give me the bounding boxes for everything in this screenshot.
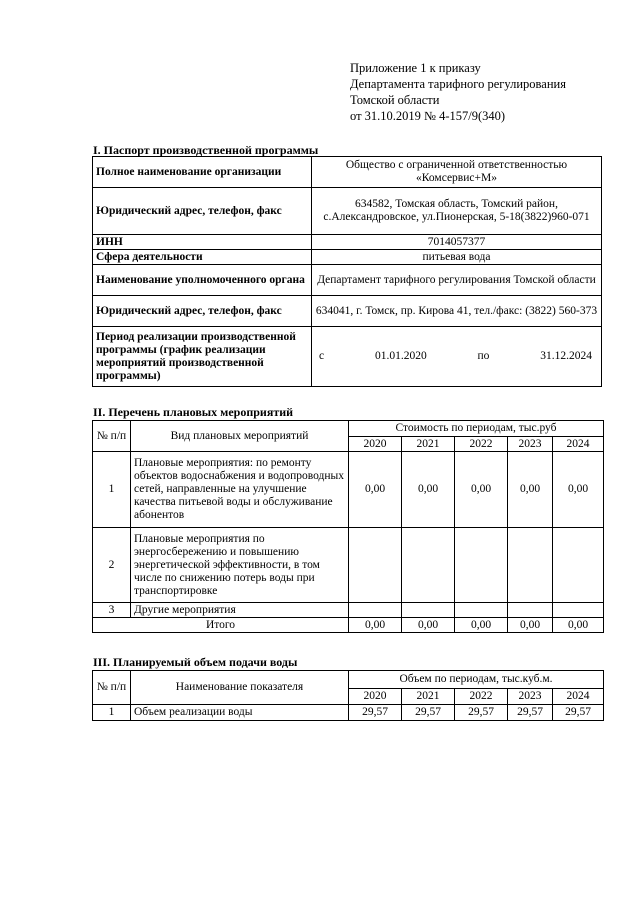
- col-vol-header: Объем по периодам, тыс.куб.м.: [349, 671, 604, 689]
- row-value: 29,57: [508, 705, 553, 721]
- row-name: Плановые мероприятия по энергосбережению и повышению энергетической эффективности, в том числе по снижению потерь воды при транспортировке: [131, 528, 349, 603]
- total-value: 0,00: [402, 618, 455, 633]
- appendix-line: Департамента тарифного регулирования: [350, 77, 566, 91]
- org-label: Полное наименование организации: [93, 157, 312, 188]
- passport-table: [92, 156, 602, 387]
- appendix-line: от 31.10.2019 № 4-157/9(340): [350, 109, 506, 123]
- period-to: 31.12.2024: [540, 350, 592, 362]
- period-label: Период реализации производственной программы (график реализации мероприятий производственной программы): [93, 327, 312, 387]
- measures-title: II. Перечень плановых мероприятий: [93, 405, 294, 419]
- row-value: [455, 528, 508, 603]
- col-num-header: № п/п: [93, 671, 131, 705]
- year-header: 2024: [553, 437, 604, 452]
- row-value: 29,57: [455, 705, 508, 721]
- activity-value: питьевая вода: [312, 250, 602, 265]
- table-row: [93, 705, 604, 721]
- year-header: 2020: [349, 689, 402, 705]
- table-row: [93, 528, 604, 603]
- row-num: 1: [93, 452, 131, 528]
- year-header: 2022: [455, 437, 508, 452]
- row-value: 29,57: [553, 705, 604, 721]
- year-header: 2022: [455, 689, 508, 705]
- authority-label: Наименование уполномоченного органа: [93, 265, 312, 296]
- total-label: Итого: [93, 618, 349, 633]
- addr-label: Юридический адрес, телефон, факс: [93, 188, 312, 235]
- row-num: 2: [93, 528, 131, 603]
- row-value: 0,00: [402, 452, 455, 528]
- appendix-line: Томской области: [350, 93, 440, 107]
- year-header: 2023: [508, 437, 553, 452]
- activity-label: Сфера деятельности: [93, 250, 312, 265]
- row-value: [553, 603, 604, 618]
- row-value: 0,00: [508, 452, 553, 528]
- year-header: 2023: [508, 689, 553, 705]
- row-value: [349, 528, 402, 603]
- row-name: Объем реализации воды: [131, 705, 349, 721]
- period-from-word: с: [319, 350, 325, 362]
- volume-table: [92, 670, 604, 721]
- year-header: 2021: [402, 689, 455, 705]
- total-value: 0,00: [455, 618, 508, 633]
- volume-title: III. Планируемый объем подачи воды: [93, 655, 298, 669]
- row-num: 1: [93, 705, 131, 721]
- row-value: 0,00: [553, 452, 604, 528]
- row-value: 29,57: [349, 705, 402, 721]
- measures-table: [92, 420, 604, 633]
- period-to-word: по: [477, 350, 490, 362]
- inn-value: 7014057377: [312, 235, 602, 250]
- total-value: 0,00: [349, 618, 402, 633]
- row-value: 0,00: [455, 452, 508, 528]
- year-header: 2021: [402, 437, 455, 452]
- col-name-header: Вид плановых мероприятий: [131, 421, 349, 452]
- row-num: 3: [93, 603, 131, 618]
- passport-title: I. Паспорт производственной программы: [93, 143, 319, 157]
- authority-addr-label: Юридический адрес, телефон, факс: [93, 296, 312, 327]
- period-from: 01.01.2020: [374, 350, 427, 362]
- row-name: Плановые мероприятия: по ремонту объектов водоснабжения и водопроводных сетей, направленные на улучшение качества питьевой воды и обслуживание абонентов: [131, 452, 349, 528]
- row-value: 29,57: [402, 705, 455, 721]
- row-value: [508, 528, 553, 603]
- table-row: [93, 452, 604, 528]
- addr-value: 634582, Томская область, Томский район, с.Александровское, ул.Пионерская, 5-18(3822)960-071: [312, 188, 602, 235]
- row-name: Другие мероприятия: [131, 603, 349, 618]
- total-row: [93, 618, 604, 633]
- row-value: [508, 603, 553, 618]
- row-value: 0,00: [349, 452, 402, 528]
- year-header: 2020: [349, 437, 402, 452]
- authority-addr-value: 634041, г. Томск, пр. Кирова 41, тел./факс: (3822) 560-373: [312, 296, 602, 327]
- table-row: [93, 603, 604, 618]
- row-value: [402, 603, 455, 618]
- total-value: 0,00: [553, 618, 604, 633]
- row-value: [349, 603, 402, 618]
- period-value: [312, 327, 602, 387]
- col-cost-header: Стоимость по периодам, тыс.руб: [349, 421, 604, 437]
- row-value: [402, 528, 455, 603]
- appendix-block: [350, 60, 566, 124]
- row-value: [553, 528, 604, 603]
- col-name-header: Наименование показателя: [131, 671, 349, 705]
- org-value: Общество с ограниченной ответственностью «Комсервис+М»: [312, 157, 602, 188]
- year-header: 2024: [553, 689, 604, 705]
- authority-value: Департамент тарифного регулирования Томской области: [312, 265, 602, 296]
- total-value: 0,00: [508, 618, 553, 633]
- appendix-line: Приложение 1 к приказу: [350, 61, 481, 75]
- row-value: [455, 603, 508, 618]
- col-num-header: № п/п: [93, 421, 131, 452]
- inn-label: ИНН: [93, 235, 312, 250]
